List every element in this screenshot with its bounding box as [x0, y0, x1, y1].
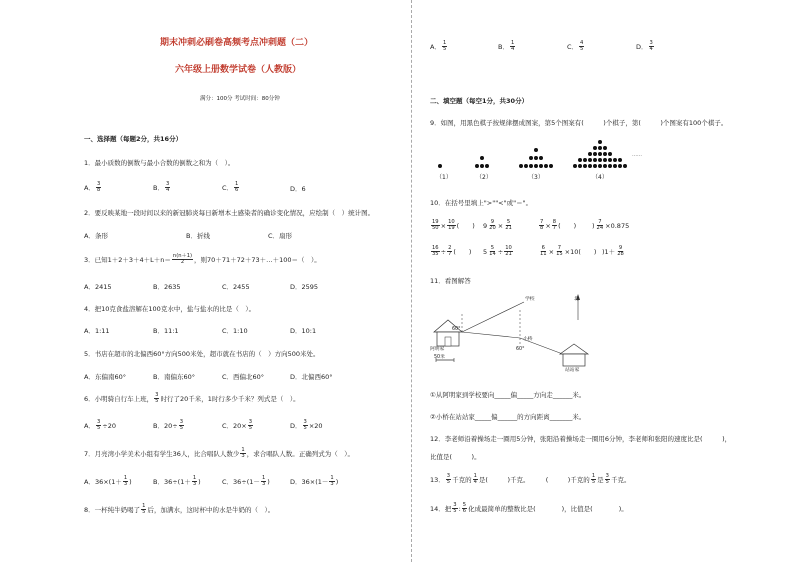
- pattern-4: [573, 140, 627, 168]
- q9-label-4: （4）: [592, 174, 608, 181]
- map-label-bridge: 小桥: [523, 337, 533, 342]
- question-5: 5．书店在超市的北偏西60°方向500米处，超市就在书店的（ ）方向500米处。: [84, 350, 320, 358]
- q3-option-c[interactable]: C．2455: [222, 283, 250, 291]
- q6-option-c[interactable]: C．20× $\frac{3}{5}$: [222, 419, 253, 432]
- q1-option-c[interactable]: C． $\frac{1}{6}$: [222, 181, 239, 194]
- q5-option-d[interactable]: D．北偏西60°: [290, 373, 333, 381]
- q8-option-d[interactable]: D． $\frac{3}{4}$: [636, 40, 653, 53]
- q10-item-1[interactable]: $\frac{19}{50}$ × $\frac{10}{19}$ ( ): [432, 219, 475, 232]
- q7-option-b[interactable]: B．36÷(1＋ $\frac{1}{3}$ ): [153, 475, 201, 488]
- page-title: 期末冲刺必刷卷高频考点冲刺题（二）: [160, 38, 314, 48]
- question-7: 7．月亮湾小学美术小组有学生36人，比合唱队人数少 $\frac{1}{3}$ ，求合唱队人数。正确列式为（ ）。: [84, 447, 354, 460]
- q3-option-a[interactable]: A．2415: [84, 283, 112, 291]
- q5-option-c[interactable]: C．西偏北60°: [222, 373, 265, 381]
- question-12: 12．李老师沿着操场走一圈用5分钟，张阳沿着操场走一圈用6分钟，李老师和张阳的速度比是( )，: [430, 435, 732, 443]
- q9-label-1: （1）: [436, 174, 452, 181]
- q7-option-c[interactable]: C．36÷(1－ $\frac{1}{3}$ ): [222, 475, 270, 488]
- section-heading-fill: 二、填空题（每空1分，共30分）: [430, 97, 529, 105]
- pattern-3: [519, 148, 553, 168]
- map-label-north: 北: [574, 297, 579, 302]
- q9-label-3: （3）: [528, 174, 544, 181]
- q8-option-b[interactable]: B． $\frac{1}{4}$: [498, 40, 515, 53]
- question-13: 13． $\frac{3}{5}$ 千克的 $\frac{1}{4}$ 是( )千克。 ( )千克的 $\frac{1}{5}$ 是 $\frac{3}{5}$ 千克。: [430, 473, 631, 486]
- q8-option-a[interactable]: A． $\frac{1}{5}$: [430, 40, 447, 53]
- q5-option-b[interactable]: B．南偏东60°: [153, 373, 195, 381]
- question-12-cont: 比值是( )。: [430, 453, 481, 461]
- question-9: 9．如图，用黑色棋子按规律摆成图案，第5个图案有( )个棋子，第( )个图案有100个棋子。: [430, 119, 728, 127]
- q10-item-8[interactable]: )1＋ $\frac{9}{28}$: [602, 245, 624, 258]
- q8-option-c[interactable]: C． $\frac{4}{5}$: [567, 40, 584, 53]
- question-3: 3．已知1＋2＋3＋4＋L＋n＝ $\frac{n(n+1)}{2}$ ，则70＋71＋72＋73＋…＋100＝（ ）。: [84, 253, 321, 266]
- exam-info: 满分：100分 考试时间：80分钟: [200, 96, 280, 102]
- q1-option-a[interactable]: A． $\frac{3}{8}$: [84, 181, 101, 194]
- q6-option-d[interactable]: D． $\frac{3}{5}$ ×20: [290, 419, 323, 432]
- column-divider: [411, 0, 412, 562]
- page-subtitle: 六年级上册数学试卷（人教版）: [175, 65, 302, 75]
- question-11: 11．看图解答: [430, 277, 471, 285]
- q2-option-c[interactable]: C．扇形: [268, 232, 293, 240]
- map-angle-bridge: 60°: [516, 347, 525, 352]
- q4-option-b[interactable]: B．11:1: [153, 327, 179, 335]
- q10-item-4[interactable]: ) $\frac{7}{24}$ ×0.875: [592, 219, 630, 232]
- question-2: 2．要反映某地一段时间以来的新冠肺炎每日新增本土感染者的确诊变化情况，应绘制（ ）统计图。: [84, 209, 375, 217]
- q2-option-b[interactable]: B．折线: [186, 232, 210, 240]
- q5-option-a[interactable]: A．东偏南60°: [84, 373, 126, 381]
- map-scale-label: 50米: [434, 355, 445, 360]
- pattern-2: [475, 156, 489, 168]
- q10-item-3[interactable]: $\frac{7}{8}$ × $\frac{8}{7}$ ( ): [540, 219, 577, 232]
- question-14: 14．把 $\frac{3}{5}$ : $\frac{5}{6}$ 化成最简单的整数比是( )，比值是( )。: [430, 502, 628, 515]
- q4-option-d[interactable]: D．10:1: [290, 327, 317, 335]
- map-label-home: 阿明家: [430, 347, 445, 352]
- q9-label-2: （2）: [476, 174, 492, 181]
- question-4: 4．把10克食盐溶解在100克水中，盐与盐水的比是（ ）。: [84, 305, 256, 313]
- map-label-station: 站站家: [565, 368, 580, 373]
- section-heading-choice: 一、选择题（每题2分，共16分）: [84, 135, 183, 143]
- q1-option-b[interactable]: B． $\frac{3}{4}$: [153, 181, 170, 194]
- q4-option-c[interactable]: C．1:10: [222, 327, 248, 335]
- q10-item-6[interactable]: 5 $\frac{5}{14}$ ÷ $\frac{10}{21}$: [483, 245, 512, 258]
- q10-item-5[interactable]: $\frac{16}{35}$ ÷ $\frac{2}{7}$ ( ): [432, 245, 472, 258]
- question-1: 1．最小质数的倒数与最小合数的倒数之和为（ ）。: [84, 159, 235, 167]
- q3-option-b[interactable]: B．2635: [153, 283, 181, 291]
- question-8: 8．一杯纯牛奶喝了 $\frac{1}{5}$ 后，加满水，这时杯中的水是牛奶的（ ）。: [84, 503, 275, 516]
- q2-option-a[interactable]: A．条形: [84, 232, 108, 240]
- q10-item-2[interactable]: 9 $\frac{9}{20}$ × $\frac{5}{21}$: [483, 219, 512, 232]
- pattern-1: [438, 164, 442, 168]
- q6-option-b[interactable]: B．20÷ $\frac{3}{5}$: [153, 419, 183, 432]
- q7-option-a[interactable]: A．36×(1＋ $\frac{1}{3}$ ): [84, 475, 132, 488]
- q1-option-d[interactable]: D．6: [290, 185, 306, 193]
- question-10: 10．在括号里填上">""<"或"＝"。: [430, 199, 533, 207]
- q4-option-a[interactable]: A．1:11: [84, 327, 110, 335]
- q11-subquestion-1: ①从阿明家到学校要向_____偏_____方向走______米。: [430, 391, 586, 399]
- q6-option-a[interactable]: A． $\frac{3}{5}$ ÷20: [84, 419, 116, 432]
- q9-ellipsis: ……: [632, 152, 642, 158]
- map-angle-home: 60°: [452, 327, 461, 332]
- q10-item-7[interactable]: $\frac{6}{11}$ × $\frac{7}{15}$ ×10( ): [540, 245, 597, 258]
- map-label-school: 学校: [525, 297, 535, 302]
- q7-option-d[interactable]: D．36×(1－ $\frac{1}{3}$ ): [290, 475, 339, 488]
- question-6: 6．小明骑自行车上班， $\frac{3}{5}$ 时行了20千米，1时行多少千米？列式是（ ）。: [84, 392, 300, 405]
- q11-subquestion-2: ②小桥在站站家_____偏______的方向距离_______米。: [430, 413, 586, 421]
- q3-option-d[interactable]: D．2595: [290, 283, 319, 291]
